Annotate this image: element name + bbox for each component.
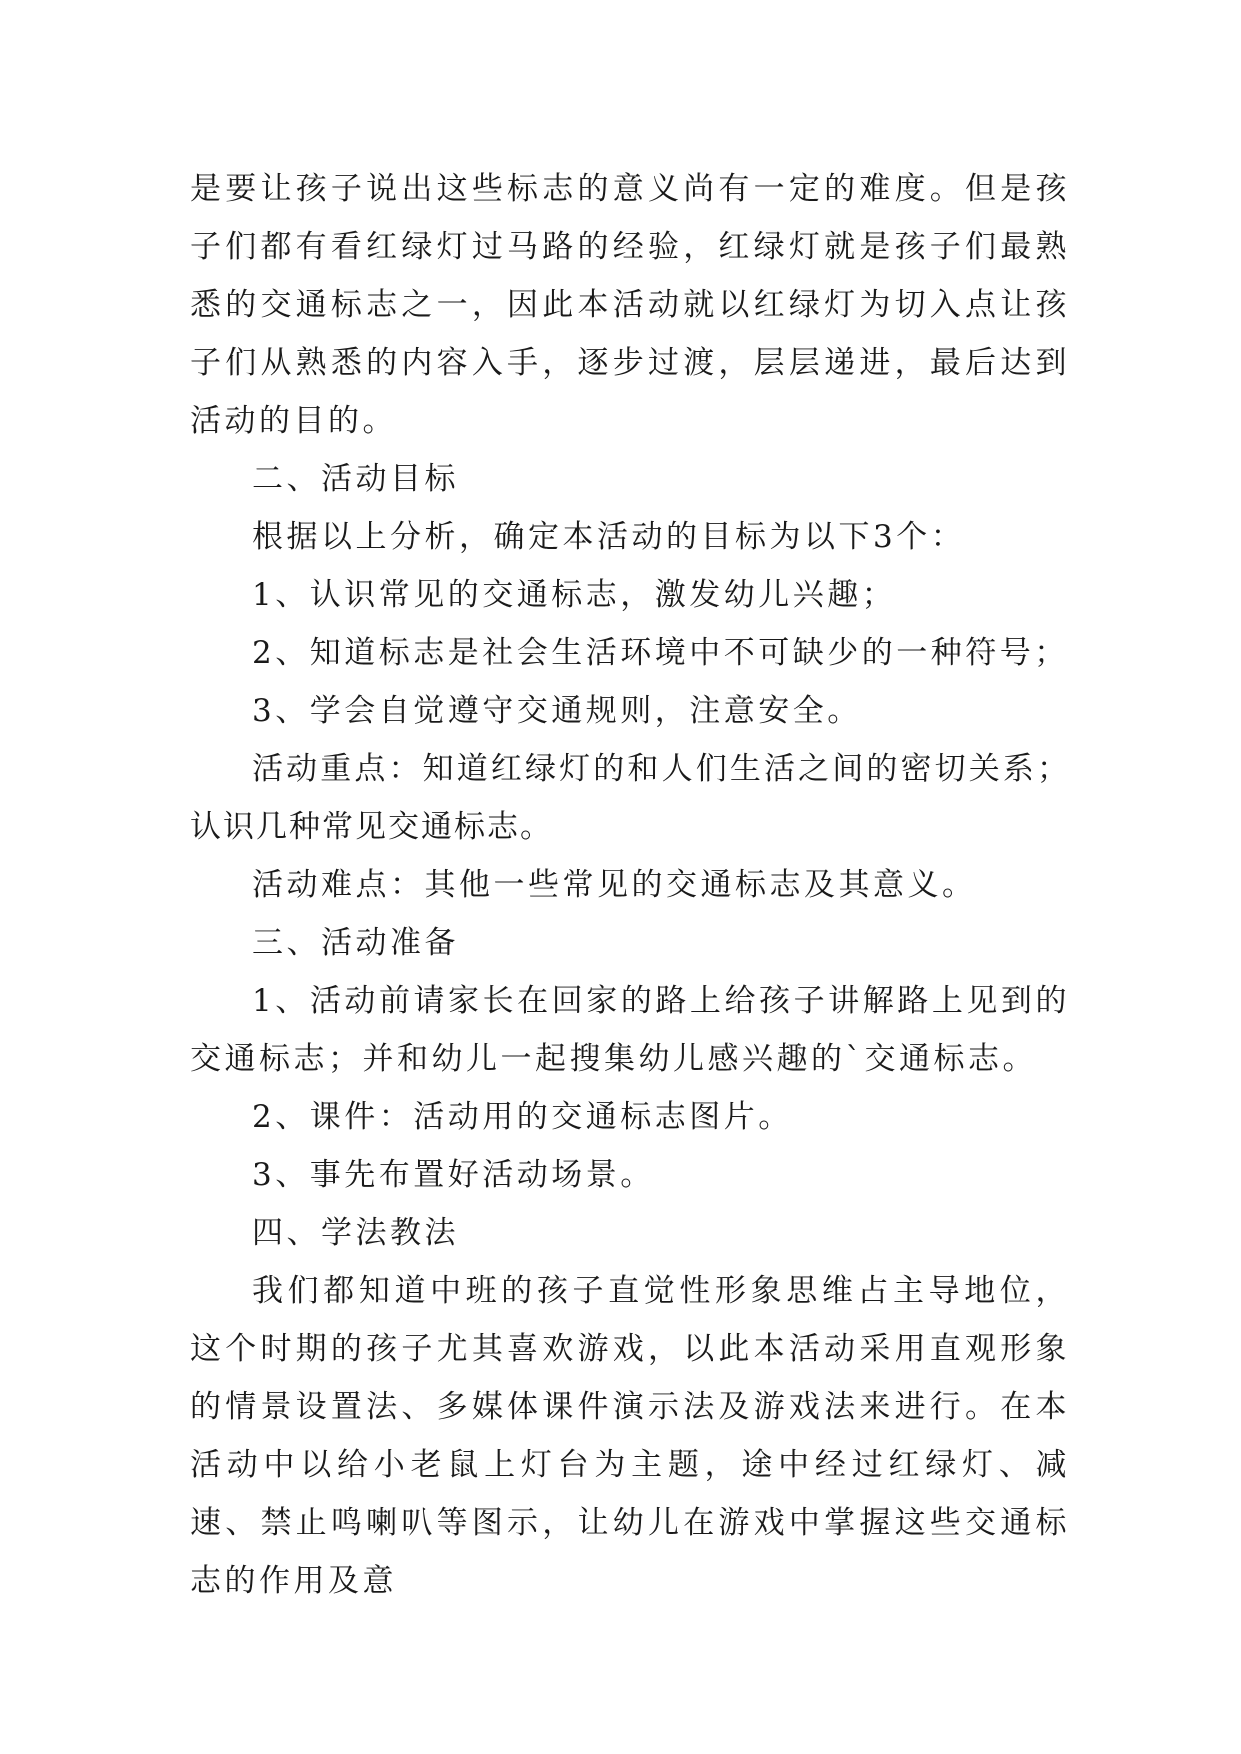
paragraph-key-points: 活动重点：知道红绿灯的和人们生活之间的密切关系；认识几种常见交通标志。 [190, 751, 1070, 845]
paragraph-difficulties: 活动难点：其他一些常见的交通标志及其意义。 [252, 867, 977, 903]
heading-activity-preparation: 三、活动准备 [252, 925, 459, 961]
list-item-prep-2: 2、课件：活动用的交通标志图片。 [252, 1099, 793, 1135]
list-item-goal-1: 1、认识常见的交通标志，激发幼儿兴趣； [252, 577, 897, 613]
paragraph-methods: 我们都知道中班的孩子直觉性形象思维占主导地位，这个时期的孩子尤其喜欢游戏，以此本活动采用直观形象的情景设置法、多媒体课件演示法及游戏法来进行。在本活动中以给小老鼠上灯台为主题，途中经过红绿灯、减速、禁止鸣喇叭等图示，让幼儿在游戏中掌握这些交通标志的作用及意 [190, 1273, 1070, 1599]
list-item-prep-3: 3、事先布置好活动场景。 [252, 1157, 655, 1193]
heading-activity-goals: 二、活动目标 [252, 461, 459, 497]
heading-learning-teaching-methods: 四、学法教法 [252, 1215, 459, 1251]
paragraph-intro-continuation: 是要让孩子说出这些标志的意义尚有一定的难度。但是孩子们都有看红绿灯过马路的经验，红绿灯就是孩子们最熟悉的交通标志之一，因此本活动就以红绿灯为切入点让孩子们从熟悉的内容入手，逐步过渡，层层递进，最后达到活动的目的。 [190, 171, 1070, 439]
list-item-goal-2: 2、知道标志是社会生活环境中不可缺少的一种符号； [252, 635, 1069, 671]
paragraph-goals-intro: 根据以上分析，确定本活动的目标为以下3个： [252, 519, 966, 555]
list-item-prep-1: 1、活动前请家长在回家的路上给孩子讲解路上见到的交通标志；并和幼儿一起搜集幼儿感兴趣的`交通标志。 [190, 983, 1070, 1077]
document-body [190, 160, 1070, 1610]
list-item-goal-3: 3、学会自觉遵守交通规则，注意安全。 [252, 693, 862, 729]
